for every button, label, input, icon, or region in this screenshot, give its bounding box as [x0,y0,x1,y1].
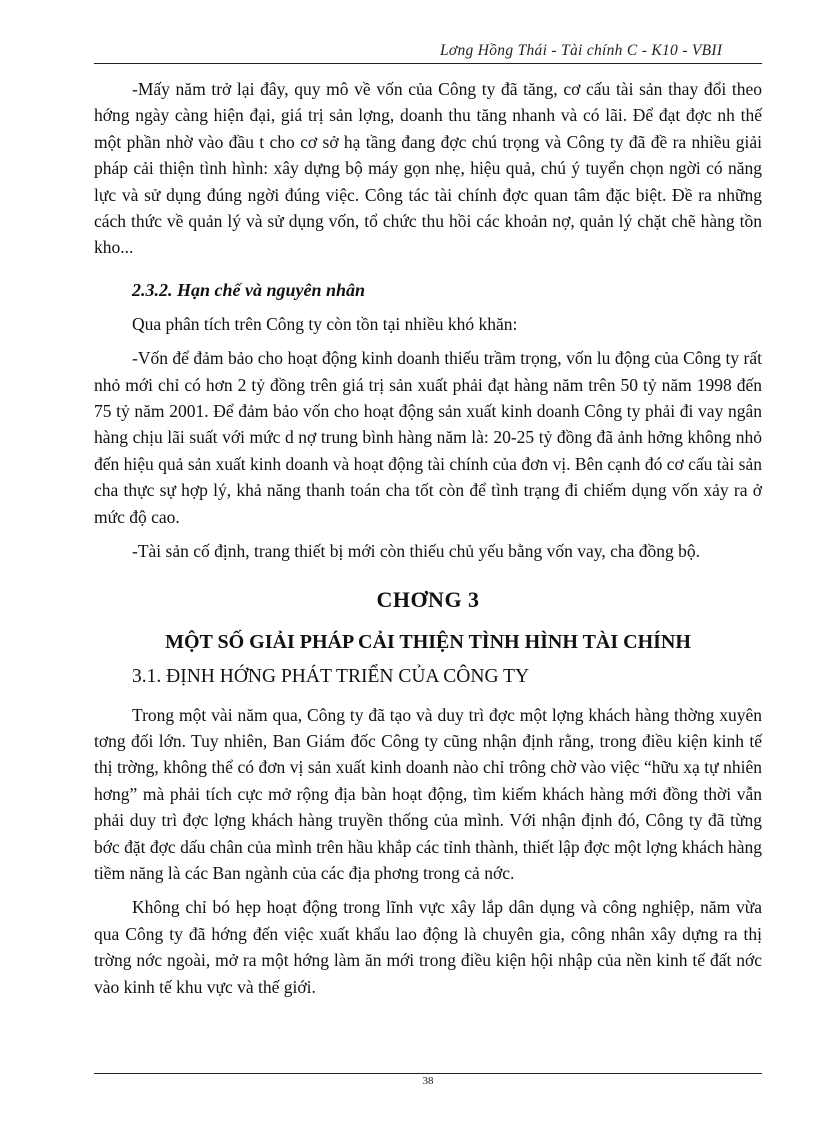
running-header: Lơng Hồng Thái - Tài chính C - K10 - VBII [440,42,723,59]
body-paragraph: -Mấy năm trở lại đây, quy mô về vốn của Công ty đã tăng, cơ cấu tài sản thay đổi theo hớng ngày càng hiện đại, giá trị sản lợng, doanh thu tăng nhanh và có lãi. Để đạt đợc nh thế một phần nhờ vào đầu t cho cơ sở hạ tầng đang đợc chú trọng và Công ty đã đề ra nhiều giải pháp cải thiện tình hình: xây dựng bộ máy gọn nhẹ, hiệu quả, chú ý tuyển chọn ngời có năng lực và sử dụng đúng ngời đúng việc. Công tác tài chính đợc quan tâm đặc biệt. Đề ra những cách thức về quản lý và sử dụng vốn, tổ chức thu hồi các khoản nợ, quản lý chặt chẽ hàng tồn kho... [94,79,762,258]
chapter-title: MỘT SỐ GIẢI PHÁP CẢI THIỆN TÌNH HÌNH TÀI CHÍNH [165,630,691,653]
page-number: 38 [422,1075,434,1087]
chapter-label: CHƠNG 3 [376,586,480,612]
header-divider [94,63,762,64]
subsection-heading: 2.3.2. Hạn chế và nguyên nhân [132,279,366,300]
body-paragraph: -Tài sản cố định, trang thiết bị mới còn thiếu chủ yếu bằng vốn vay, cha đồng bộ. [132,541,700,562]
footer-divider [94,1073,762,1074]
page-body [94,76,762,1000]
section-heading: 3.1. ĐỊNH HỚNG PHÁT TRIỂN CỦA CÔNG TY [132,665,530,687]
body-paragraph: Trong một vài năm qua, Công ty đã tạo và duy trì đợc một lợng khách hàng thờng xuyên tơng đối lớn. Tuy nhiên, Ban Giám đốc Công ty cũng nhận định rằng, trong điều kiện kinh tế thị trờng, không thể có đơn vị sản xuất kinh doanh nào chỉ trông chờ vào việc “hữu xạ tự nhiên hơng” mà phải tích cực mở rộng địa bàn hoạt động, tìm kiếm khách hàng mới đồng thời vẫn phải duy trì đợc lợng khách hàng truyền thống của mình. Với nhận định đó, Công ty đã từng bớc đặt đợc dấu chân của mình trên hầu khắp các tỉnh thành, thiết lập đợc một lợng khách hàng tiềm năng là các Ban ngành của các địa phơng trong cả nớc. [94,704,762,883]
body-paragraph: Không chỉ bó hẹp hoạt động trong lĩnh vực xây lắp dân dụng và công nghiệp, năm vừa qua Công ty đã hớng đến việc xuất khẩu lao động là chuyên gia, công nhân xây dựng ra thị trờng nớc ngoài, mở ra một hớng làm ăn mới trong điều kiện hội nhập của nền kinh tế đất nớc vào kinh tế khu vực và thế giới. [94,897,762,997]
body-paragraph: -Vốn để đảm bảo cho hoạt động kinh doanh thiếu trầm trọng, vốn lu động của Công ty rất nhỏ mới chỉ có hơn 2 tỷ đồng trên giá trị sản xuất phải đạt hàng năm trên 50 tỷ năm 1998 đến 75 tỷ năm 2001. Để đảm bảo vốn cho hoạt động sản xuất kinh doanh Công ty phải đi vay ngân hàng chịu lãi suất với mức d nợ trung bình hàng năm là: 20-25 tỷ đồng đã ảnh hởng không nhỏ đến hiệu quả sản xuất kinh doanh và hoạt động tài chính của đơn vị. Bên cạnh đó cơ cấu tài sản cha thực sự hợp lý, khả năng thanh toán cha tốt còn để tình trạng đi chiếm dụng vốn xảy ra ở mức độ cao. [94,348,762,527]
body-paragraph: Qua phân tích trên Công ty còn tồn tại nhiều khó khăn: [132,313,518,334]
